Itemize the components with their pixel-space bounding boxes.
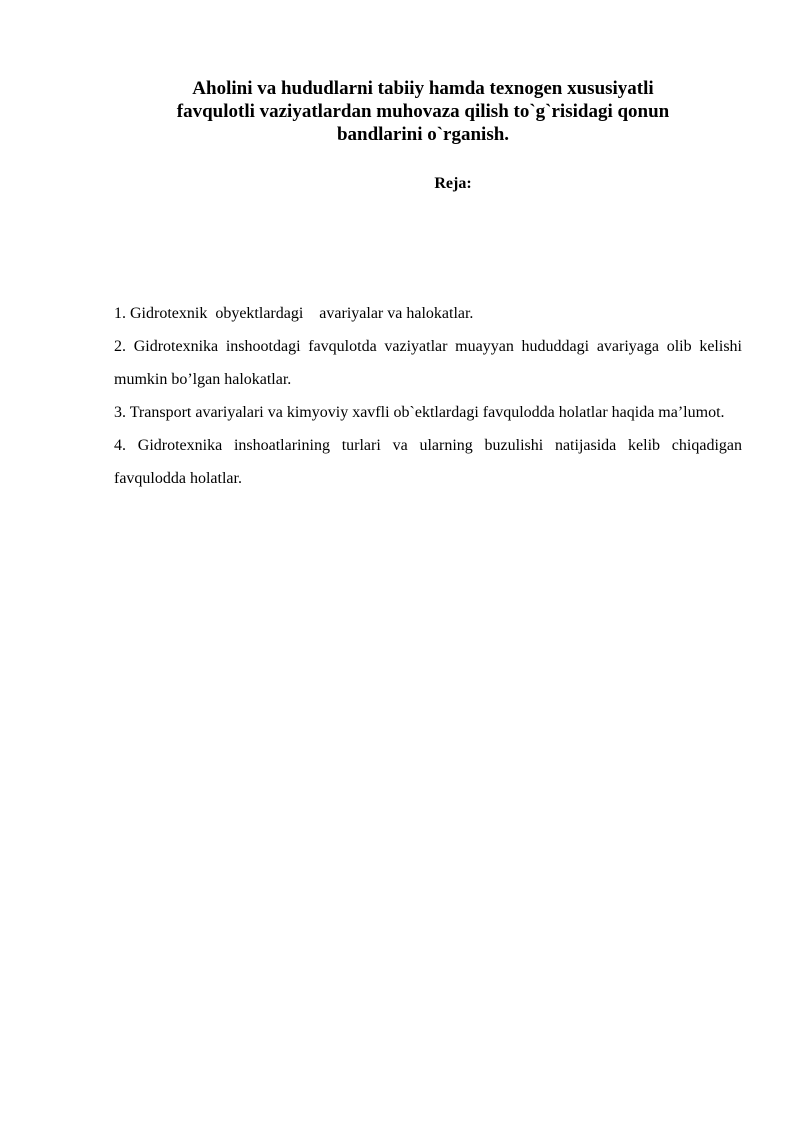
plan-list (114, 297, 742, 495)
title-line: Aholini va hududlarni tabiiy hamda texnogen xususiyatli (192, 78, 654, 99)
plan-heading: Reja: (434, 175, 472, 192)
document-title (120, 77, 726, 146)
plan-item: 2. Gidrotexnika inshootdagi favqulotda vaziyatlar muayyan hududdagi avariyaga olib kelishi mumkin bo’lgan halokatlar. (114, 338, 742, 388)
plan-item: 1. Gidrotexnik obyektlardagi avariyalar va halokatlar. (114, 305, 474, 322)
plan-item: 4. Gidrotexnika inshoatlarining turlari va ularning buzulishi natijasida kelib chiqadigan favqulodda holatlar. (114, 437, 742, 487)
plan-item: 3. Transport avariyalari va kimyoviy xavfli ob`ektlardagi favqulodda holatlar haqida ma’lumot. (114, 404, 725, 421)
title-line: bandlarini o`rganish. (336, 124, 510, 145)
title-line: favqulotli vaziyatlardan muhovaza qilish to`g`risidagi qonun (176, 101, 670, 122)
